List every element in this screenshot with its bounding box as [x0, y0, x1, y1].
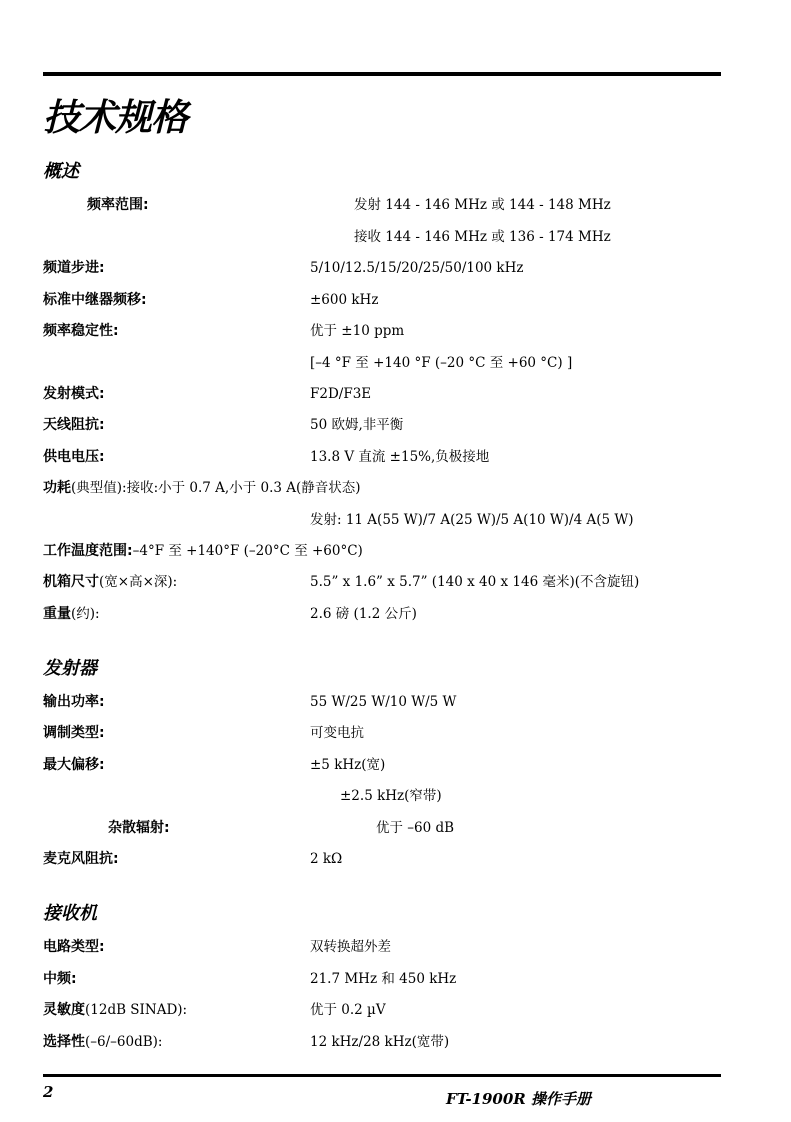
page-title: 技术规格: [43, 96, 187, 139]
antenna-value: 50 欧姆,非平衡: [310, 417, 404, 433]
section-heading-receiver: 接收机: [43, 903, 97, 924]
repeater-shift-value: ±600 kHz: [310, 292, 379, 308]
freq-range-tx-value: 发射 144 - 146 MHz 或 144 - 148 MHz: [354, 197, 611, 213]
supply-value: 13.8 V 直流 ±15%,负极接地: [310, 449, 490, 465]
emission-value: F2D/F3E: [310, 386, 372, 402]
mic-impedance-value: 2 kΩ: [310, 851, 343, 867]
output-power-label: 输出功率:: [43, 694, 105, 710]
emission-label: 发射模式:: [43, 386, 105, 402]
weight-label: [43, 604, 100, 624]
freq-range-label: 频率范围:: [87, 197, 149, 213]
case-size-label: [43, 572, 177, 592]
temp-label: [43, 541, 363, 561]
mic-impedance-label: 麦克风阻抗:: [43, 851, 119, 867]
sensitivity-label-text: 灵敏度: [43, 1002, 85, 1018]
weight-value: 2.6 磅 (1.2 公斤): [310, 606, 417, 622]
temp-label-text: 工作温度范围:: [43, 543, 133, 559]
consumption-tx-value: 发射: 11 A(55 W)/7 A(25 W)/5 A(10 W)/4 A(5 W): [310, 512, 634, 528]
case-size-sub: (宽×高×深):: [99, 574, 178, 590]
sensitivity-label: [43, 1000, 187, 1020]
consumption-label-text: 功耗: [43, 480, 71, 496]
modulation-value: 可变电抗: [310, 725, 364, 741]
bottom-rule: [43, 1074, 721, 1077]
deviation-label: 最大偏移:: [43, 757, 105, 773]
selectivity-label-text: 选择性: [43, 1034, 85, 1050]
weight-sub: (约):: [71, 606, 100, 622]
sensitivity-sub: (12dB SINAD):: [85, 1002, 188, 1018]
consumption-label: [43, 478, 361, 498]
if-label: 中频:: [43, 971, 77, 987]
deviation-wide-value: ±5 kHz(宽): [310, 757, 386, 773]
top-rule: [43, 72, 721, 76]
freq-stability-value: 优于 ±10 ppm: [310, 323, 405, 339]
selectivity-value: 12 kHz/28 kHz(宽带): [310, 1034, 450, 1050]
spurious-value: 优于 –60 dB: [376, 820, 455, 836]
page-number: 2: [43, 1083, 54, 1101]
case-size-value: 5.5” x 1.6” x 5.7” (140 x 40 x 146 毫米)(不含旋钮): [310, 574, 640, 590]
antenna-label: 天线阻抗:: [43, 417, 105, 433]
circuit-type-value: 双转换超外差: [310, 939, 391, 955]
freq-stability-label: 频率稳定性:: [43, 323, 119, 339]
freq-range-rx-value: 接收 144 - 146 MHz 或 136 - 174 MHz: [354, 229, 611, 245]
section-heading-general: 概述: [43, 161, 79, 182]
case-size-label-text: 机箱尺寸: [43, 574, 99, 590]
modulation-label: 调制类型:: [43, 725, 105, 741]
deviation-narrow-value: ±2.5 kHz(窄带): [340, 788, 442, 804]
consumption-rx-value: (典型值):接收:小于 0.7 A,小于 0.3 A(静音状态): [71, 480, 361, 496]
temp-value: –4°F 至 +140°F (–20°C 至 +60°C): [132, 543, 363, 559]
spurious-label: 杂散辐射:: [108, 820, 170, 836]
sensitivity-value: 优于 0.2 µV: [310, 1002, 386, 1018]
manual-name: FT-1900R 操作手册: [446, 1090, 591, 1108]
freq-stability-range: [–4 °F 至 +140 °F (–20 °C 至 +60 °C) ]: [310, 355, 573, 371]
channel-steps-value: 5/10/12.5/15/20/25/50/100 kHz: [310, 260, 524, 276]
section-heading-transmitter: 发射器: [43, 658, 97, 679]
repeater-shift-label: 标准中继器频移:: [43, 292, 147, 308]
selectivity-sub: (–6/–60dB):: [85, 1034, 163, 1050]
weight-label-text: 重量: [43, 606, 71, 622]
selectivity-label: [43, 1032, 162, 1052]
channel-steps-label: 频道步进:: [43, 260, 105, 276]
if-value: 21.7 MHz 和 450 kHz: [310, 971, 457, 987]
supply-label: 供电电压:: [43, 449, 105, 465]
circuit-type-label: 电路类型:: [43, 939, 105, 955]
output-power-value: 55 W/25 W/10 W/5 W: [310, 694, 457, 710]
